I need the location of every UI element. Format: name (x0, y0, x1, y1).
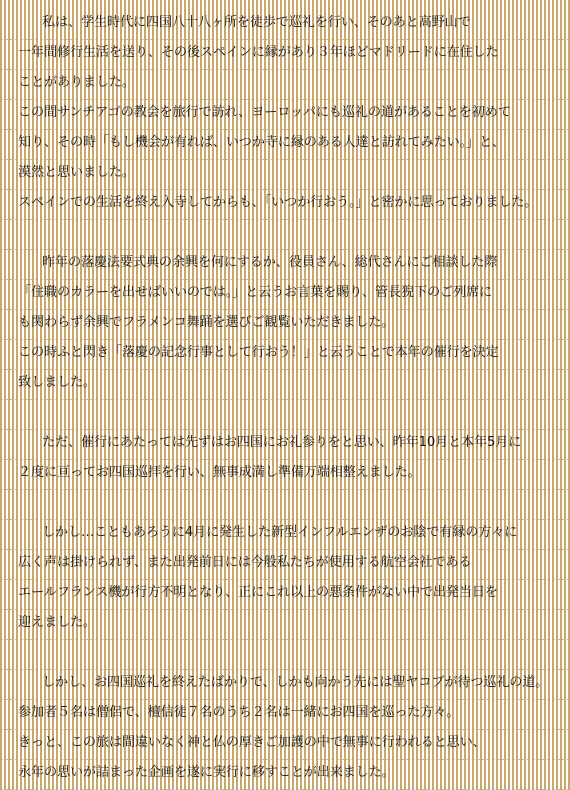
paragraph-gap (18, 218, 566, 248)
paragraph (18, 518, 566, 638)
text-line: きっと、この旅は間違いなく神と仏の厚きご加護の中で無事に行われると思い、 (18, 735, 486, 750)
text-line: 知り、その時「もし機会が有れば、いつか寺に縁のある人達と訪れてみたい。」と、 (18, 135, 505, 150)
paragraph (18, 248, 566, 398)
paragraph-gap (18, 398, 566, 428)
text-line: 漠然と思いました。 (18, 165, 135, 180)
text-line: 私は、学生時代に四国八十八ヶ所を徒歩で巡礼を行い、そのあと高野山で (42, 15, 471, 30)
paragraph (18, 8, 566, 218)
text-line: 昨年の落慶法要式典の余興を何にするか、役員さん、総代さんにご相談した際 (42, 255, 498, 270)
text-line: 参加者５名は僧侶で、檀信徒７名のうち２名は一緒にお四国を巡った方々。 (18, 705, 460, 720)
text-line: 永年の思いが詰まった企画を遂に実行に移すことが出来ました。 (18, 765, 395, 780)
text-line: スペインでの生活を終え入寺してからも、「いつか行おう。」と密かに思っておりました。 (18, 195, 538, 210)
text-line: 一年間修行生活を送り、その後スペインに縁があり３年ほどマドリードに在住した (18, 45, 499, 60)
text-line: も関わらず余興でフラメンコ舞踊を選びご観覧いただきました。 (18, 315, 395, 330)
text-line: 致しました。 (18, 375, 96, 390)
text-line: ２度に亘ってお四国巡拝を行い、無事成満し準備万端相整えました。 (18, 465, 421, 480)
letter-body (18, 8, 566, 788)
text-line: この時ふと閃き「落慶の記念行事として行おう！」と云うことで本年の催行を決定 (18, 345, 499, 360)
paragraph-gap (18, 488, 566, 518)
text-line: 「住職のカラーを出せばいいのでは。」と云うお言葉を賜り、管長猊下のご列席に (18, 285, 492, 300)
text-line: ただ、催行にあたっては先ずはお四国にお礼参りをと思い、昨年10月と本年5月に (42, 435, 522, 450)
text-line: ことがありました。 (18, 75, 135, 90)
text-line: 広く声は掛けられず、また出発前日には今般私たちが使用する航空会社である (18, 555, 472, 570)
text-line: エールフランス機が行方不明となり、正にこれ以上の悪条件がない中で出発当日を (18, 585, 498, 600)
paragraph (18, 668, 566, 788)
paragraph-gap (18, 638, 566, 668)
text-line: しかし、お四国巡礼を終えたばかりで、しかも向かう先には聖ヤコブが待つ巡礼の道。 (42, 675, 549, 690)
paragraph (18, 428, 566, 488)
text-line: この間サンチアゴの教会を旅行で訪れ、ヨーロッパにも巡礼の道があることを初めて (18, 105, 511, 120)
text-line: 迎えました。 (18, 615, 96, 630)
text-line: しかし…こともあろうに4月に発生した新型インフルエンザのお陰で有縁の方々に (42, 525, 518, 540)
